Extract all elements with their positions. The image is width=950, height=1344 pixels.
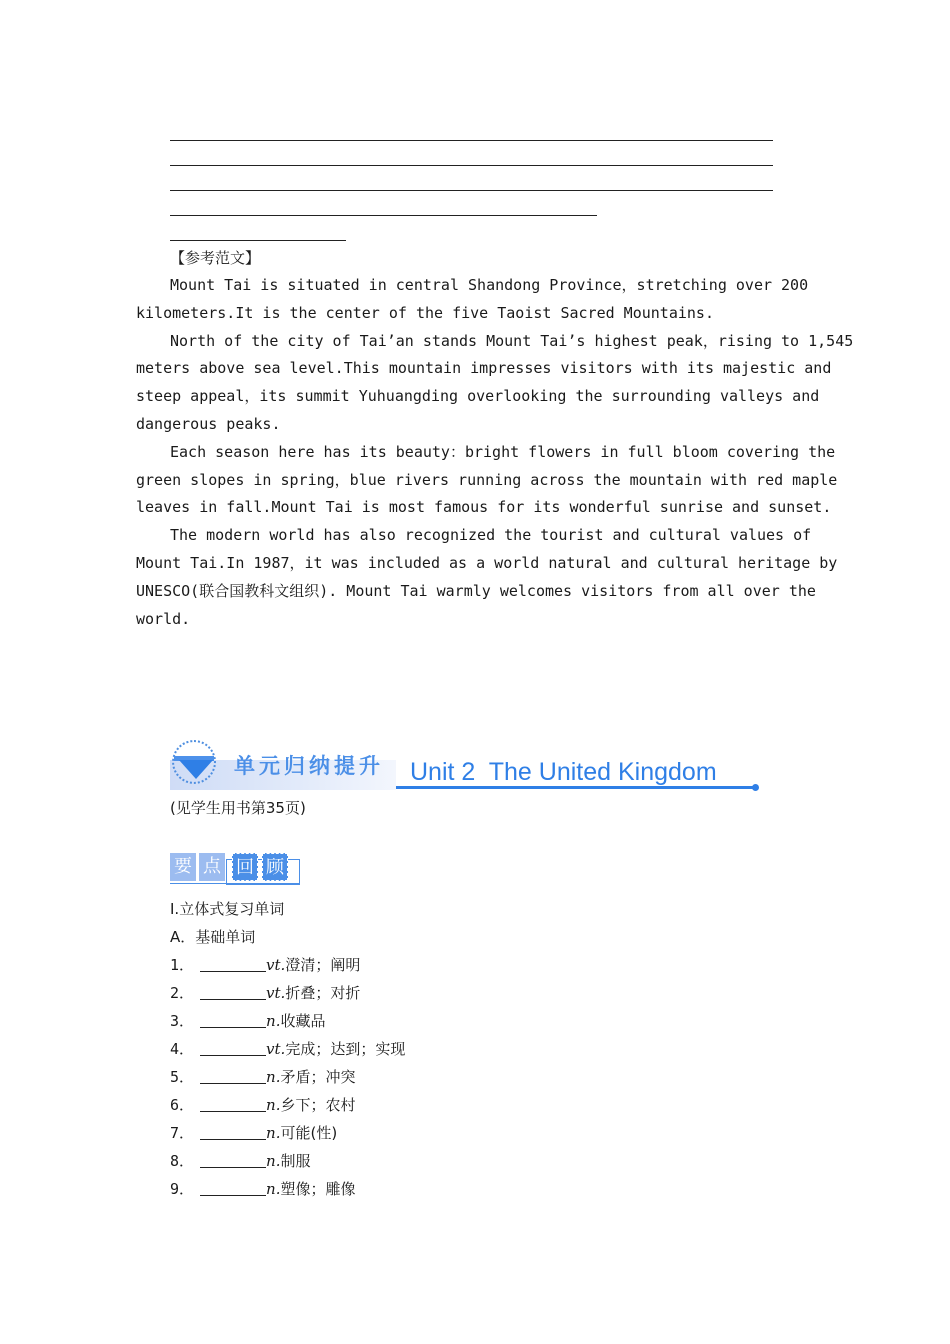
badge-underline (170, 883, 300, 884)
part-of-speech: vt. (266, 1040, 286, 1058)
badge-char: 要 (170, 853, 196, 881)
item-number: 8． (170, 1152, 195, 1170)
badge-char: 顾 (262, 853, 288, 881)
reference-heading: 【参考范文】 (170, 249, 261, 267)
item-number: 4． (170, 1040, 195, 1058)
unit-title: Unit 2 The United Kingdom (410, 758, 717, 786)
title-underline (396, 786, 754, 789)
essay-line: green slopes in spring，blue rivers running across the mountain with red maple (136, 470, 838, 489)
part-of-speech: n. (266, 1124, 281, 1142)
vocab-item (170, 1063, 355, 1091)
vocab-item (170, 979, 360, 1007)
down-triangle-icon (179, 760, 213, 779)
underline-dot (752, 784, 759, 791)
item-number: 1． (170, 956, 195, 974)
part-of-speech: vt. (266, 956, 286, 974)
part-of-speech: vt. (266, 984, 286, 1002)
meaning: 可能(性) (280, 1124, 338, 1142)
meaning: 收藏品 (280, 1012, 326, 1030)
item-number: 3． (170, 1012, 195, 1030)
essay-line: UNESCO(联合国教科文组织). Mount Tai warmly welcomes visitors from all over the (136, 581, 816, 600)
reference-essay (136, 272, 854, 633)
vocab-item (170, 951, 360, 979)
vocab-item (170, 1007, 325, 1035)
answer-blank[interactable] (200, 1151, 266, 1168)
see-student-book: (见学生用书第35页) (170, 799, 306, 817)
vocab-item (170, 1091, 355, 1119)
essay-line: The modern world has also recognized the tourist and cultural values of (170, 526, 812, 545)
meaning: 制服 (280, 1152, 311, 1170)
answer-blank[interactable] (200, 983, 266, 1000)
part-of-speech: n. (266, 1152, 281, 1170)
essay-line: meters above sea level.This mountain impresses visitors with its majestic and (136, 359, 832, 378)
meaning: 折叠；对折 (285, 984, 361, 1002)
essay-line: North of the city of Tai’an stands Mount Tai’s highest peak，rising to 1,545 (170, 331, 854, 350)
answer-blank[interactable] (200, 1067, 266, 1084)
meaning: 塑像；雕像 (280, 1180, 356, 1198)
answer-line (170, 215, 597, 216)
essay-line: Mount Tai.In 1987，it was included as a world natural and cultural heritage by (136, 553, 838, 572)
item-number: 5． (170, 1068, 195, 1086)
answer-blank[interactable] (200, 1011, 266, 1028)
vocab-item (170, 1119, 337, 1147)
answer-blank[interactable] (200, 955, 266, 972)
sub-title: A．基础单词 (170, 928, 256, 946)
meaning: 完成；达到；实现 (285, 1040, 406, 1058)
badge-char: 回 (232, 853, 258, 881)
answer-blank[interactable] (200, 1095, 266, 1112)
answer-line (170, 190, 773, 191)
essay-line: world. (136, 609, 191, 628)
essay-line: steep appeal，its summit Yuhuangding overlooking the surrounding valleys and (136, 387, 820, 406)
essay-line: leaves in fall.Mount Tai is most famous for its wonderful sunrise and sunset. (136, 498, 832, 517)
section-title: Ⅰ.立体式复习单词 (170, 900, 285, 918)
part-of-speech: n. (266, 1180, 281, 1198)
part-of-speech: n. (266, 1096, 281, 1114)
part-of-speech: n. (266, 1012, 281, 1030)
essay-line: Each season here has its beauty：bright flowers in full bloom covering the (170, 442, 836, 461)
answer-blank[interactable] (200, 1179, 266, 1196)
essay-line: kilometers.It is the center of the five Taoist Sacred Mountains. (136, 303, 714, 322)
item-number: 9． (170, 1180, 195, 1198)
answer-blank[interactable] (200, 1123, 266, 1140)
vocab-item (170, 1035, 405, 1063)
answer-line (170, 240, 346, 241)
key-points-review-badge (170, 853, 302, 887)
essay-line: Mount Tai is situated in central Shandong Province，stretching over 200 (170, 276, 809, 294)
vocab-item (170, 1175, 355, 1203)
item-number: 2． (170, 984, 195, 1002)
item-number: 6． (170, 1096, 195, 1114)
item-number: 7． (170, 1124, 195, 1142)
essay-line: dangerous peaks. (136, 414, 281, 433)
part-of-speech: n. (266, 1068, 281, 1086)
answer-blank[interactable] (200, 1039, 266, 1056)
meaning: 乡下；农村 (280, 1096, 356, 1114)
badge-char: 点 (199, 853, 225, 881)
answer-line (170, 165, 773, 166)
unit-banner (170, 738, 770, 798)
meaning: 澄清；阐明 (285, 956, 361, 974)
answer-line (170, 140, 773, 141)
vocab-item (170, 1147, 310, 1175)
unit-summary-title: 单元归纳提升 (234, 754, 384, 778)
meaning: 矛盾；冲突 (280, 1068, 356, 1086)
